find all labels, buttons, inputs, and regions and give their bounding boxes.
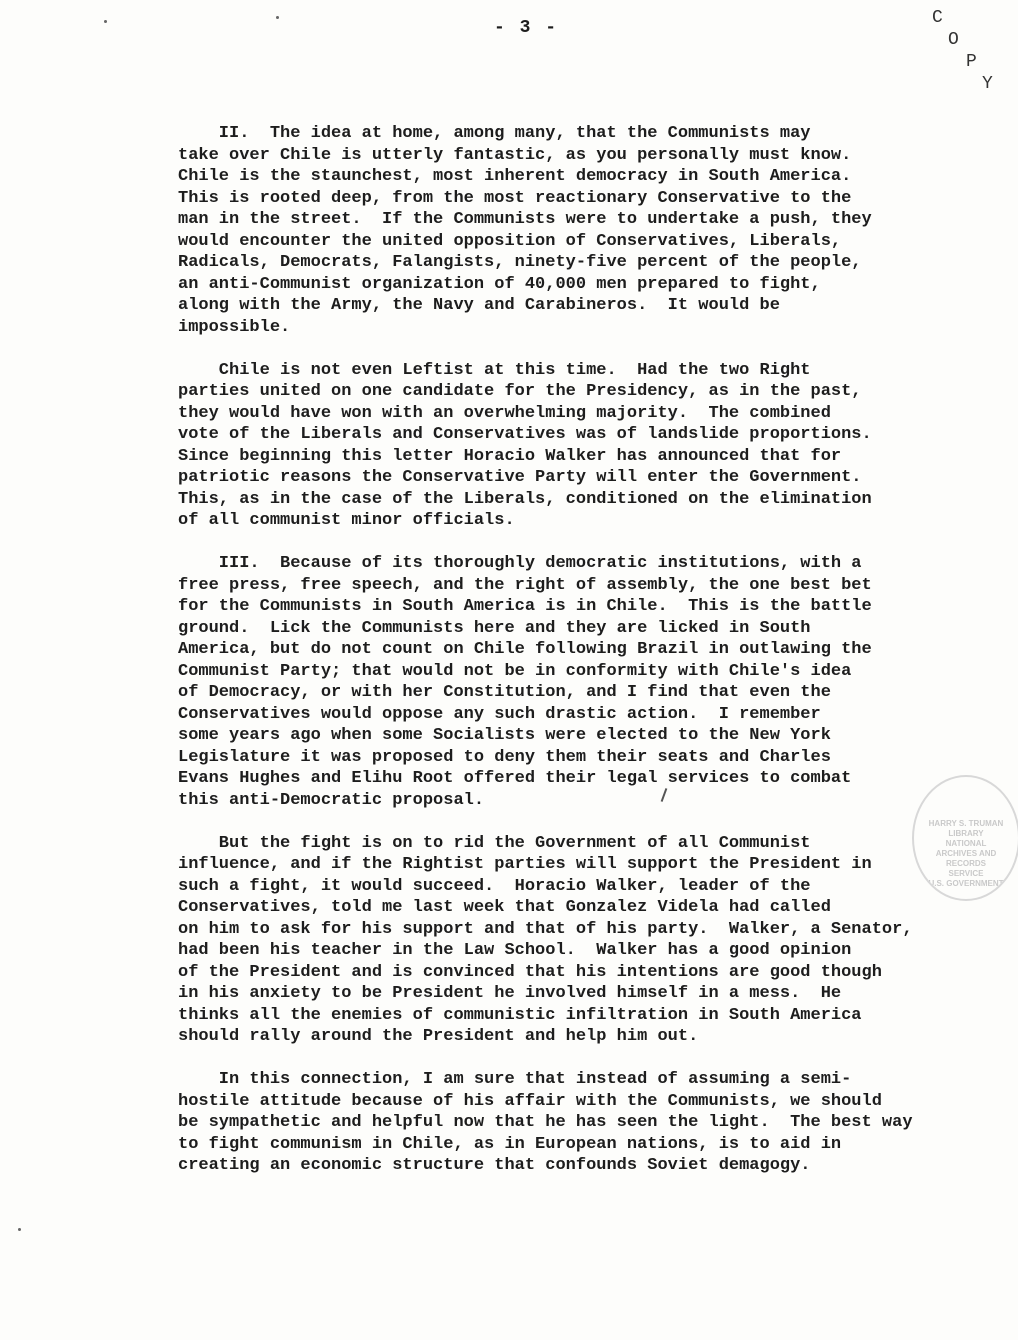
text-line: take over Chile is utterly fantastic, as you personally must know. bbox=[178, 145, 852, 165]
text-line: thinks all the enemies of communistic infiltration in South America bbox=[178, 1005, 862, 1025]
text-line: man in the street. If the Communists were to undertake a push, they bbox=[178, 210, 872, 229]
paragraph bbox=[178, 553, 968, 811]
text-line: patriotic reasons the Conservative Party will enter the Government. bbox=[178, 468, 862, 487]
text-line: America, but do not count on Chile following Brazil in outlawing the bbox=[178, 640, 872, 659]
text-line: Conservatives, told me last week that Gonzalez Videla had called bbox=[178, 898, 831, 917]
text-line: to fight communism in Chile, as in European nations, is to aid in bbox=[178, 1134, 842, 1154]
stamp-text: RECORDS bbox=[945, 859, 986, 868]
text-line: some years ago when some Socialists were elected to the New York bbox=[178, 726, 831, 745]
text-line: influence, and if the Rightist parties will support the President in bbox=[178, 855, 872, 874]
paper-speck bbox=[276, 16, 279, 19]
stamp-text: HARRY S. TRUMAN LIBRARY bbox=[928, 819, 1004, 838]
text-line: This, as in the case of the Liberals, conditioned on the elimination bbox=[178, 489, 872, 509]
archive-stamp bbox=[912, 775, 1018, 901]
text-line: creating an economic structure that confounds Soviet demagogy. bbox=[178, 1156, 811, 1175]
text-line: had been his teacher in the Law School. Walker has a good opinion bbox=[178, 941, 852, 960]
text-line: II. The idea at home, among many, that the Communists may bbox=[178, 124, 811, 143]
text-line: Since beginning this letter Horacio Walker has announced that for bbox=[178, 446, 842, 466]
text-line: would encounter the united opposition of Conservatives, Liberals, bbox=[178, 231, 842, 251]
text-line: they would have won with an overwhelming majority. The combined bbox=[178, 403, 831, 423]
copy-mark-c: C bbox=[932, 8, 943, 28]
text-line: this anti-Democratic proposal. bbox=[178, 790, 485, 810]
paper-speck bbox=[104, 20, 107, 23]
text-line: ground. Lick the Communists here and they are licked in South bbox=[178, 618, 811, 638]
text-line: III. Because of its thoroughly democratic institutions, with a bbox=[178, 554, 862, 573]
stamp-text: ARCHIVES AND bbox=[935, 849, 997, 858]
text-line: in his anxiety to be President he involved himself in a mess. He bbox=[178, 984, 842, 1003]
page-number: - 3 - bbox=[494, 18, 559, 38]
text-line: impossible. bbox=[178, 317, 291, 337]
text-line: Evans Hughes and Elihu Root offered their legal services to combat bbox=[178, 769, 852, 788]
text-line: Conservatives would oppose any such drastic action. I remember bbox=[178, 704, 821, 724]
paper-speck bbox=[18, 1228, 21, 1231]
stamp-text: NATIONAL bbox=[945, 839, 987, 848]
paragraph bbox=[178, 1069, 968, 1177]
text-line: hostile attitude because of his affair with the Communists, we should bbox=[178, 1091, 882, 1111]
paragraph bbox=[178, 833, 968, 1048]
text-line: be sympathetic and helpful now that he has seen the light. The best way bbox=[178, 1113, 913, 1132]
text-line: But the fight is on to rid the Government of all Communist bbox=[178, 833, 811, 853]
text-line: for the Communists in South America is in Chile. This is the battle bbox=[178, 597, 872, 616]
text-line: of the President and is convinced that his intentions are good though bbox=[178, 962, 882, 982]
copy-mark-p: P bbox=[966, 52, 977, 72]
text-line: Chile is not even Leftist at this time. Had the two Right bbox=[178, 360, 811, 380]
text-line: should rally around the President and help him out. bbox=[178, 1027, 699, 1046]
text-line: of all communist minor officials. bbox=[178, 511, 515, 530]
copy-mark-y: Y bbox=[982, 74, 993, 94]
copy-mark-o: O bbox=[948, 30, 959, 50]
text-line: an anti-Communist organization of 40,000 men prepared to fight, bbox=[178, 274, 821, 294]
text-line: of Democracy, or with her Constitution, and I find that even the bbox=[178, 683, 831, 702]
text-line: such a fight, it would succeed. Horacio Walker, leader of the bbox=[178, 876, 811, 896]
text-line: This is rooted deep, from the most reactionary Conservative to the bbox=[178, 188, 852, 208]
paragraph bbox=[178, 123, 968, 338]
text-line: Radicals, Democrats, Falangists, ninety-five percent of the people, bbox=[178, 253, 862, 272]
text-line: parties united on one candidate for the Presidency, as in the past, bbox=[178, 382, 862, 401]
text-line: on him to ask for his support and that of his party. Walker, a Senator, bbox=[178, 919, 913, 939]
paragraph bbox=[178, 360, 968, 532]
stamp-text: SERVICE bbox=[948, 869, 984, 878]
letter-body bbox=[178, 123, 968, 1198]
text-line: Chile is the staunchest, most inherent democracy in South America. bbox=[178, 167, 852, 186]
text-line: Communist Party; that would not be in conformity with Chile's idea bbox=[178, 661, 852, 681]
stamp-text: U.S. GOVERNMENT bbox=[928, 879, 1004, 888]
text-line: vote of the Liberals and Conservatives was of landslide proportions. bbox=[178, 425, 872, 444]
text-line: free press, free speech, and the right of assembly, the one best bet bbox=[178, 575, 872, 595]
text-line: In this connection, I am sure that instead of assuming a semi- bbox=[178, 1070, 852, 1089]
text-line: Legislature it was proposed to deny them their seats and Charles bbox=[178, 747, 831, 767]
text-line: along with the Army, the Navy and Carabineros. It would be bbox=[178, 296, 780, 315]
